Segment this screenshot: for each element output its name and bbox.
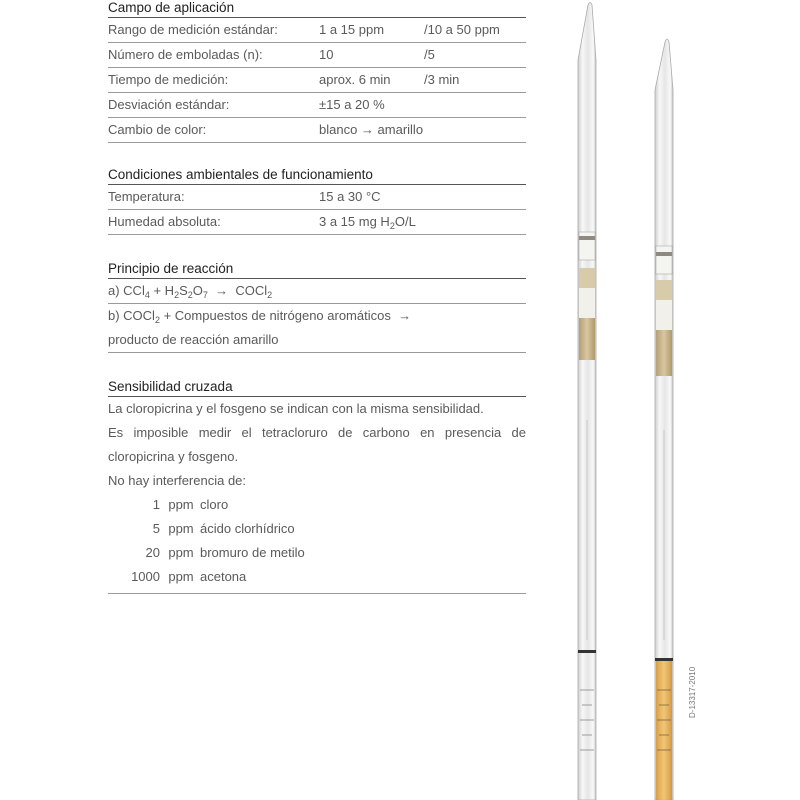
row-label: Rango de medición estándar:: [108, 22, 278, 37]
reaction-b-continued: producto de reacción amarillo: [108, 328, 526, 353]
table-row: [108, 118, 526, 143]
amount: 5: [152, 521, 160, 536]
paragraph: Es imposible medir el tetracloruro de carbono en presencia de cloropicrina y fosgeno.: [108, 425, 526, 464]
row-value: ±15 a 20 %: [319, 97, 385, 112]
sensibilidad-section: [108, 379, 526, 594]
row-value: 15 a 30 °C: [319, 189, 381, 204]
row-label: Humedad absoluta:: [108, 214, 221, 229]
row-label: Temperatura:: [108, 189, 185, 204]
campo-section: [108, 0, 526, 143]
row-value: 1 a 15 ppm: [319, 22, 385, 37]
row-value: aprox. 6 min: [319, 72, 391, 87]
row-value-alt: /3 min: [424, 72, 460, 87]
row-label: Cambio de color:: [108, 122, 207, 137]
row-label: Tiempo de medición:: [108, 72, 229, 87]
row-value: 3 a 15 mg $H_2O/L$: [319, 214, 416, 231]
list-item: [108, 493, 526, 517]
row-value: 10: [319, 47, 334, 62]
row-value-alt: /5: [424, 47, 435, 62]
condiciones-section: [108, 167, 526, 235]
table-row: [108, 18, 526, 43]
reaction-b: b) COCl$_2$ + Compuestos de nitrógeno aromáticos →: [108, 308, 412, 325]
list-item: [108, 565, 526, 589]
substance: cloro: [200, 497, 229, 512]
row-value-alt: [424, 93, 526, 117]
table-row: [108, 185, 526, 210]
table-row: [108, 93, 526, 118]
tube-right: [655, 39, 673, 800]
row-label: Número de emboladas (n):: [108, 47, 263, 62]
substance: acetona: [200, 569, 247, 584]
principio-section: [108, 261, 526, 353]
amount: 20: [145, 545, 160, 560]
paragraph: No hay interferencia de:: [108, 473, 247, 488]
unit: ppm: [168, 545, 194, 560]
tube-left: [578, 3, 596, 800]
divider: [108, 589, 526, 594]
row-value: blanco → amarillo: [319, 122, 424, 137]
list-item: [108, 541, 526, 565]
row-label: Desviación estándar:: [108, 97, 230, 112]
amount: 1000: [131, 569, 160, 584]
list-item: [108, 517, 526, 541]
condiciones-title: Condiciones ambientales de funcionamiento: [108, 167, 526, 185]
campo-title: Campo de aplicación: [108, 0, 526, 18]
table-row: [108, 43, 526, 68]
detector-tubes-illustration: [540, 0, 740, 800]
sensibilidad-title: Sensibilidad cruzada: [108, 379, 526, 397]
unit: ppm: [168, 497, 194, 512]
substance: bromuro de metilo: [200, 545, 305, 560]
reaction-a: a) $CCl_4 + H_2S_2O_7$ → COCl$_2$: [108, 279, 526, 304]
unit: ppm: [168, 521, 194, 536]
row-value-alt: /10 a 50 ppm: [424, 22, 500, 37]
table-row: [108, 68, 526, 93]
image-code: D-13317-2010: [688, 666, 697, 718]
amount: 1: [152, 497, 160, 512]
paragraph: La cloropicrina y el fosgeno se indican con la misma sensibilidad.: [108, 401, 484, 416]
unit: ppm: [168, 569, 194, 584]
principio-title: Principio de reacción: [108, 261, 526, 279]
table-row: [108, 210, 526, 235]
substance: ácido clorhídrico: [200, 521, 295, 536]
